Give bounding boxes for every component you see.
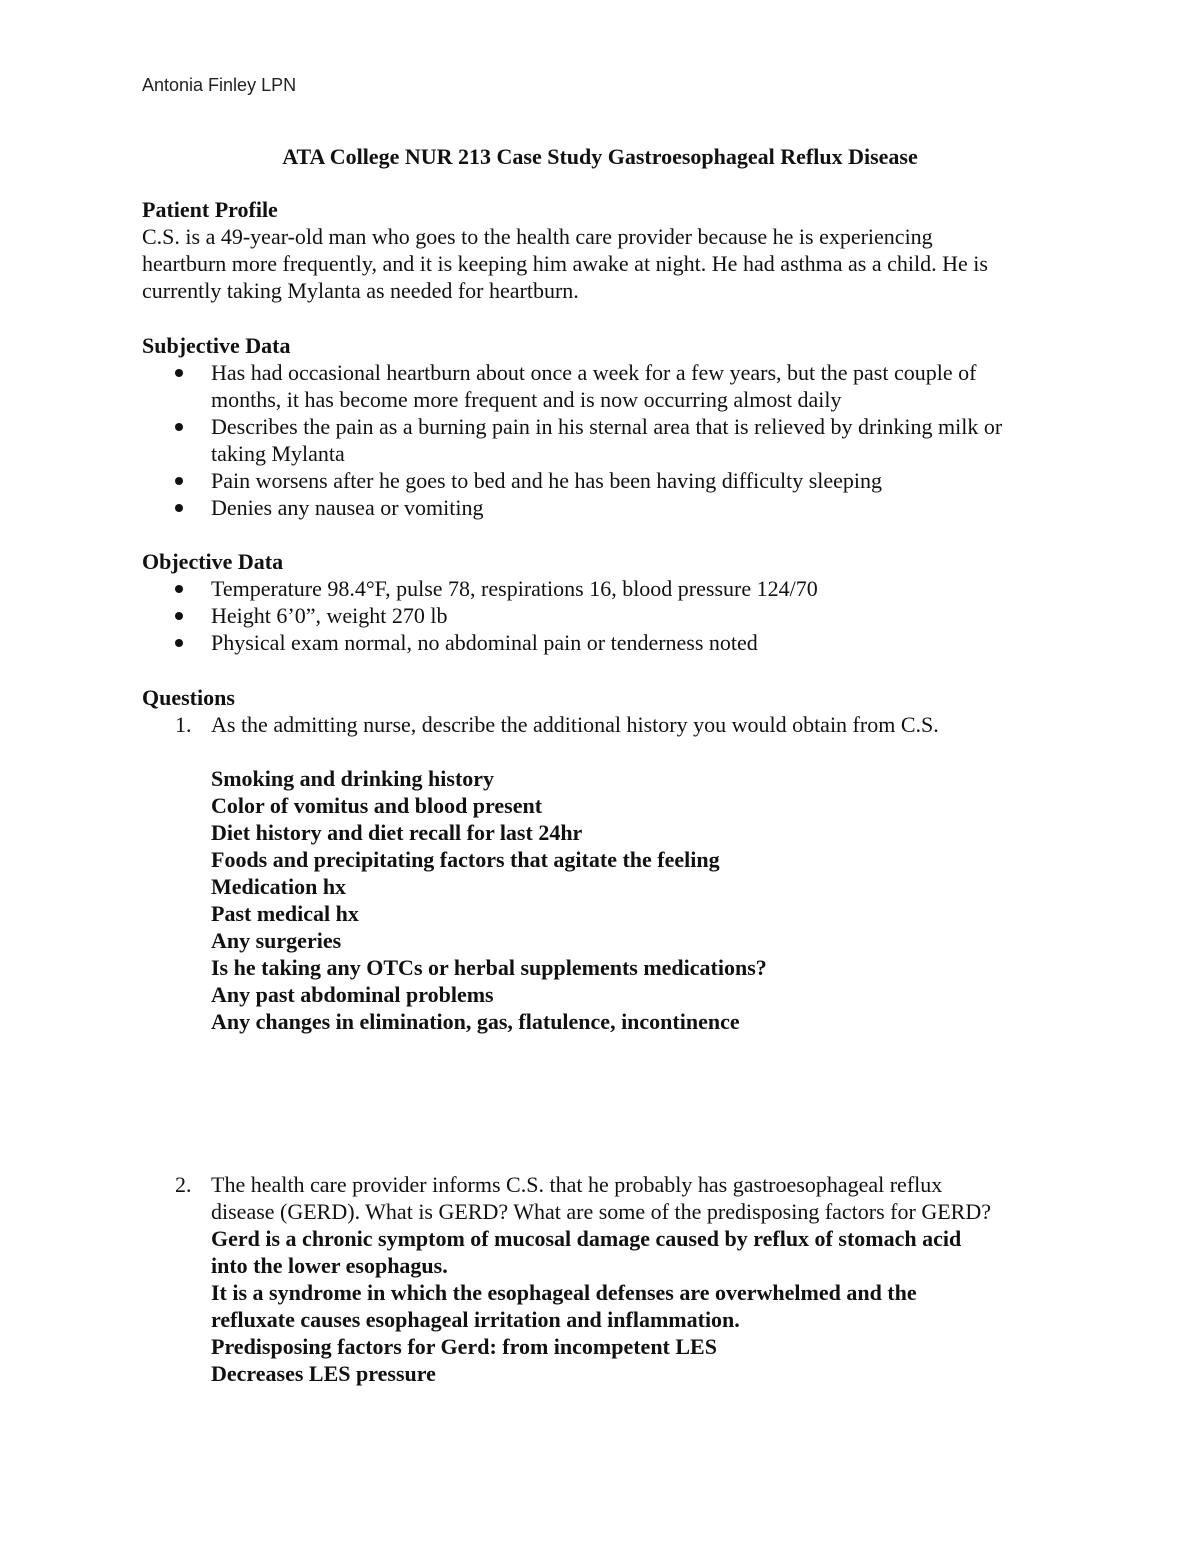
answer-line: Any surgeries	[211, 928, 342, 953]
answer-line: Color of vomitus and blood present	[211, 793, 543, 818]
answer-line: Any changes in elimination, gas, flatulence, incontinence	[211, 1009, 740, 1034]
q1-answers	[142, 765, 1082, 1035]
question-text: The health care provider informs C.S. that he probably has gastroesophageal reflux	[211, 1172, 943, 1197]
question-item	[142, 711, 1082, 738]
answer-line: Foods and precipitating factors that agitate the feeling	[211, 847, 720, 872]
answer-line: into the lower esophagus.	[211, 1253, 448, 1278]
list-item-line: months, it has become more frequent and is now occurring almost daily	[211, 387, 842, 412]
objective-data-section	[142, 548, 1082, 656]
objective-data-heading: Objective Data	[142, 549, 284, 574]
list-item	[142, 467, 1082, 494]
answer-line: Predisposing factors for Gerd: from incompetent LES	[211, 1334, 717, 1359]
q2-answers	[142, 1225, 1082, 1387]
profile-line: heartburn more frequently, and it is keeping him awake at night. He had asthma as a child. He is	[142, 251, 988, 276]
list-item	[142, 494, 1082, 521]
profile-line: currently taking Mylanta as needed for heartburn.	[142, 278, 579, 303]
question-text: As the admitting nurse, describe the additional history you would obtain from C.S.	[211, 712, 939, 737]
subjective-data-section	[142, 332, 1082, 521]
answer-line: Smoking and drinking history	[211, 766, 495, 791]
author-header: Antonia Finley LPN	[142, 75, 297, 95]
question-text: disease (GERD). What is GERD? What are some of the predisposing factors for GERD?	[211, 1199, 991, 1224]
list-item	[142, 359, 1082, 413]
list-item	[142, 413, 1082, 467]
list-item: Physical exam normal, no abdominal pain or tenderness noted	[142, 629, 1082, 656]
subjective-data-heading: Subjective Data	[142, 333, 291, 358]
answer-line: Any past abdominal problems	[211, 982, 494, 1007]
patient-profile-section	[142, 196, 1082, 304]
profile-line: C.S. is a 49-year-old man who goes to the health care provider because he is experiencing	[142, 224, 933, 249]
question-number: 1.	[175, 712, 192, 737]
answer-line: Gerd is a chronic symptom of mucosal damage caused by reflux of stomach acid	[211, 1226, 962, 1251]
list-item: Temperature 98.4°F, pulse 78, respirations 16, blood pressure 124/70	[142, 575, 1082, 602]
patient-profile-heading: Patient Profile	[142, 197, 278, 222]
list-item-line: Has had occasional heartburn about once a week for a few years, but the past couple of	[211, 360, 977, 385]
question-2-section	[142, 1171, 1082, 1387]
question-number: 2.	[175, 1172, 192, 1197]
answer-line: It is a syndrome in which the esophageal defenses are overwhelmed and the	[211, 1280, 917, 1305]
question-item	[142, 1171, 1082, 1225]
list-item-line: Denies any nausea or vomiting	[211, 495, 484, 520]
answer-line: Diet history and diet recall for last 24hr	[211, 820, 583, 845]
list-item-line: Pain worsens after he goes to bed and he has been having difficulty sleeping	[211, 468, 883, 493]
answer-line: refluxate causes esophageal irritation and inflammation.	[211, 1307, 740, 1332]
question-list	[142, 1171, 1082, 1225]
document-title: ATA College NUR 213 Case Study Gastroesophageal Reflux Disease	[282, 144, 918, 169]
list-item: Height 6’0”, weight 270 lb	[142, 602, 1082, 629]
answer-line: Medication hx	[211, 874, 347, 899]
questions-heading: Questions	[142, 685, 235, 710]
answer-line: Past medical hx	[211, 901, 359, 926]
list-item-line: Describes the pain as a burning pain in his sternal area that is relieved by drinking milk or	[211, 414, 1003, 439]
objective-list	[142, 575, 1082, 656]
subjective-list	[142, 359, 1082, 521]
list-item-line: taking Mylanta	[211, 441, 345, 466]
answer-line: Is he taking any OTCs or herbal supplements medications?	[211, 955, 767, 980]
answer-line: Decreases LES pressure	[211, 1361, 436, 1386]
questions-section	[142, 684, 1082, 1035]
question-list	[142, 711, 1082, 738]
